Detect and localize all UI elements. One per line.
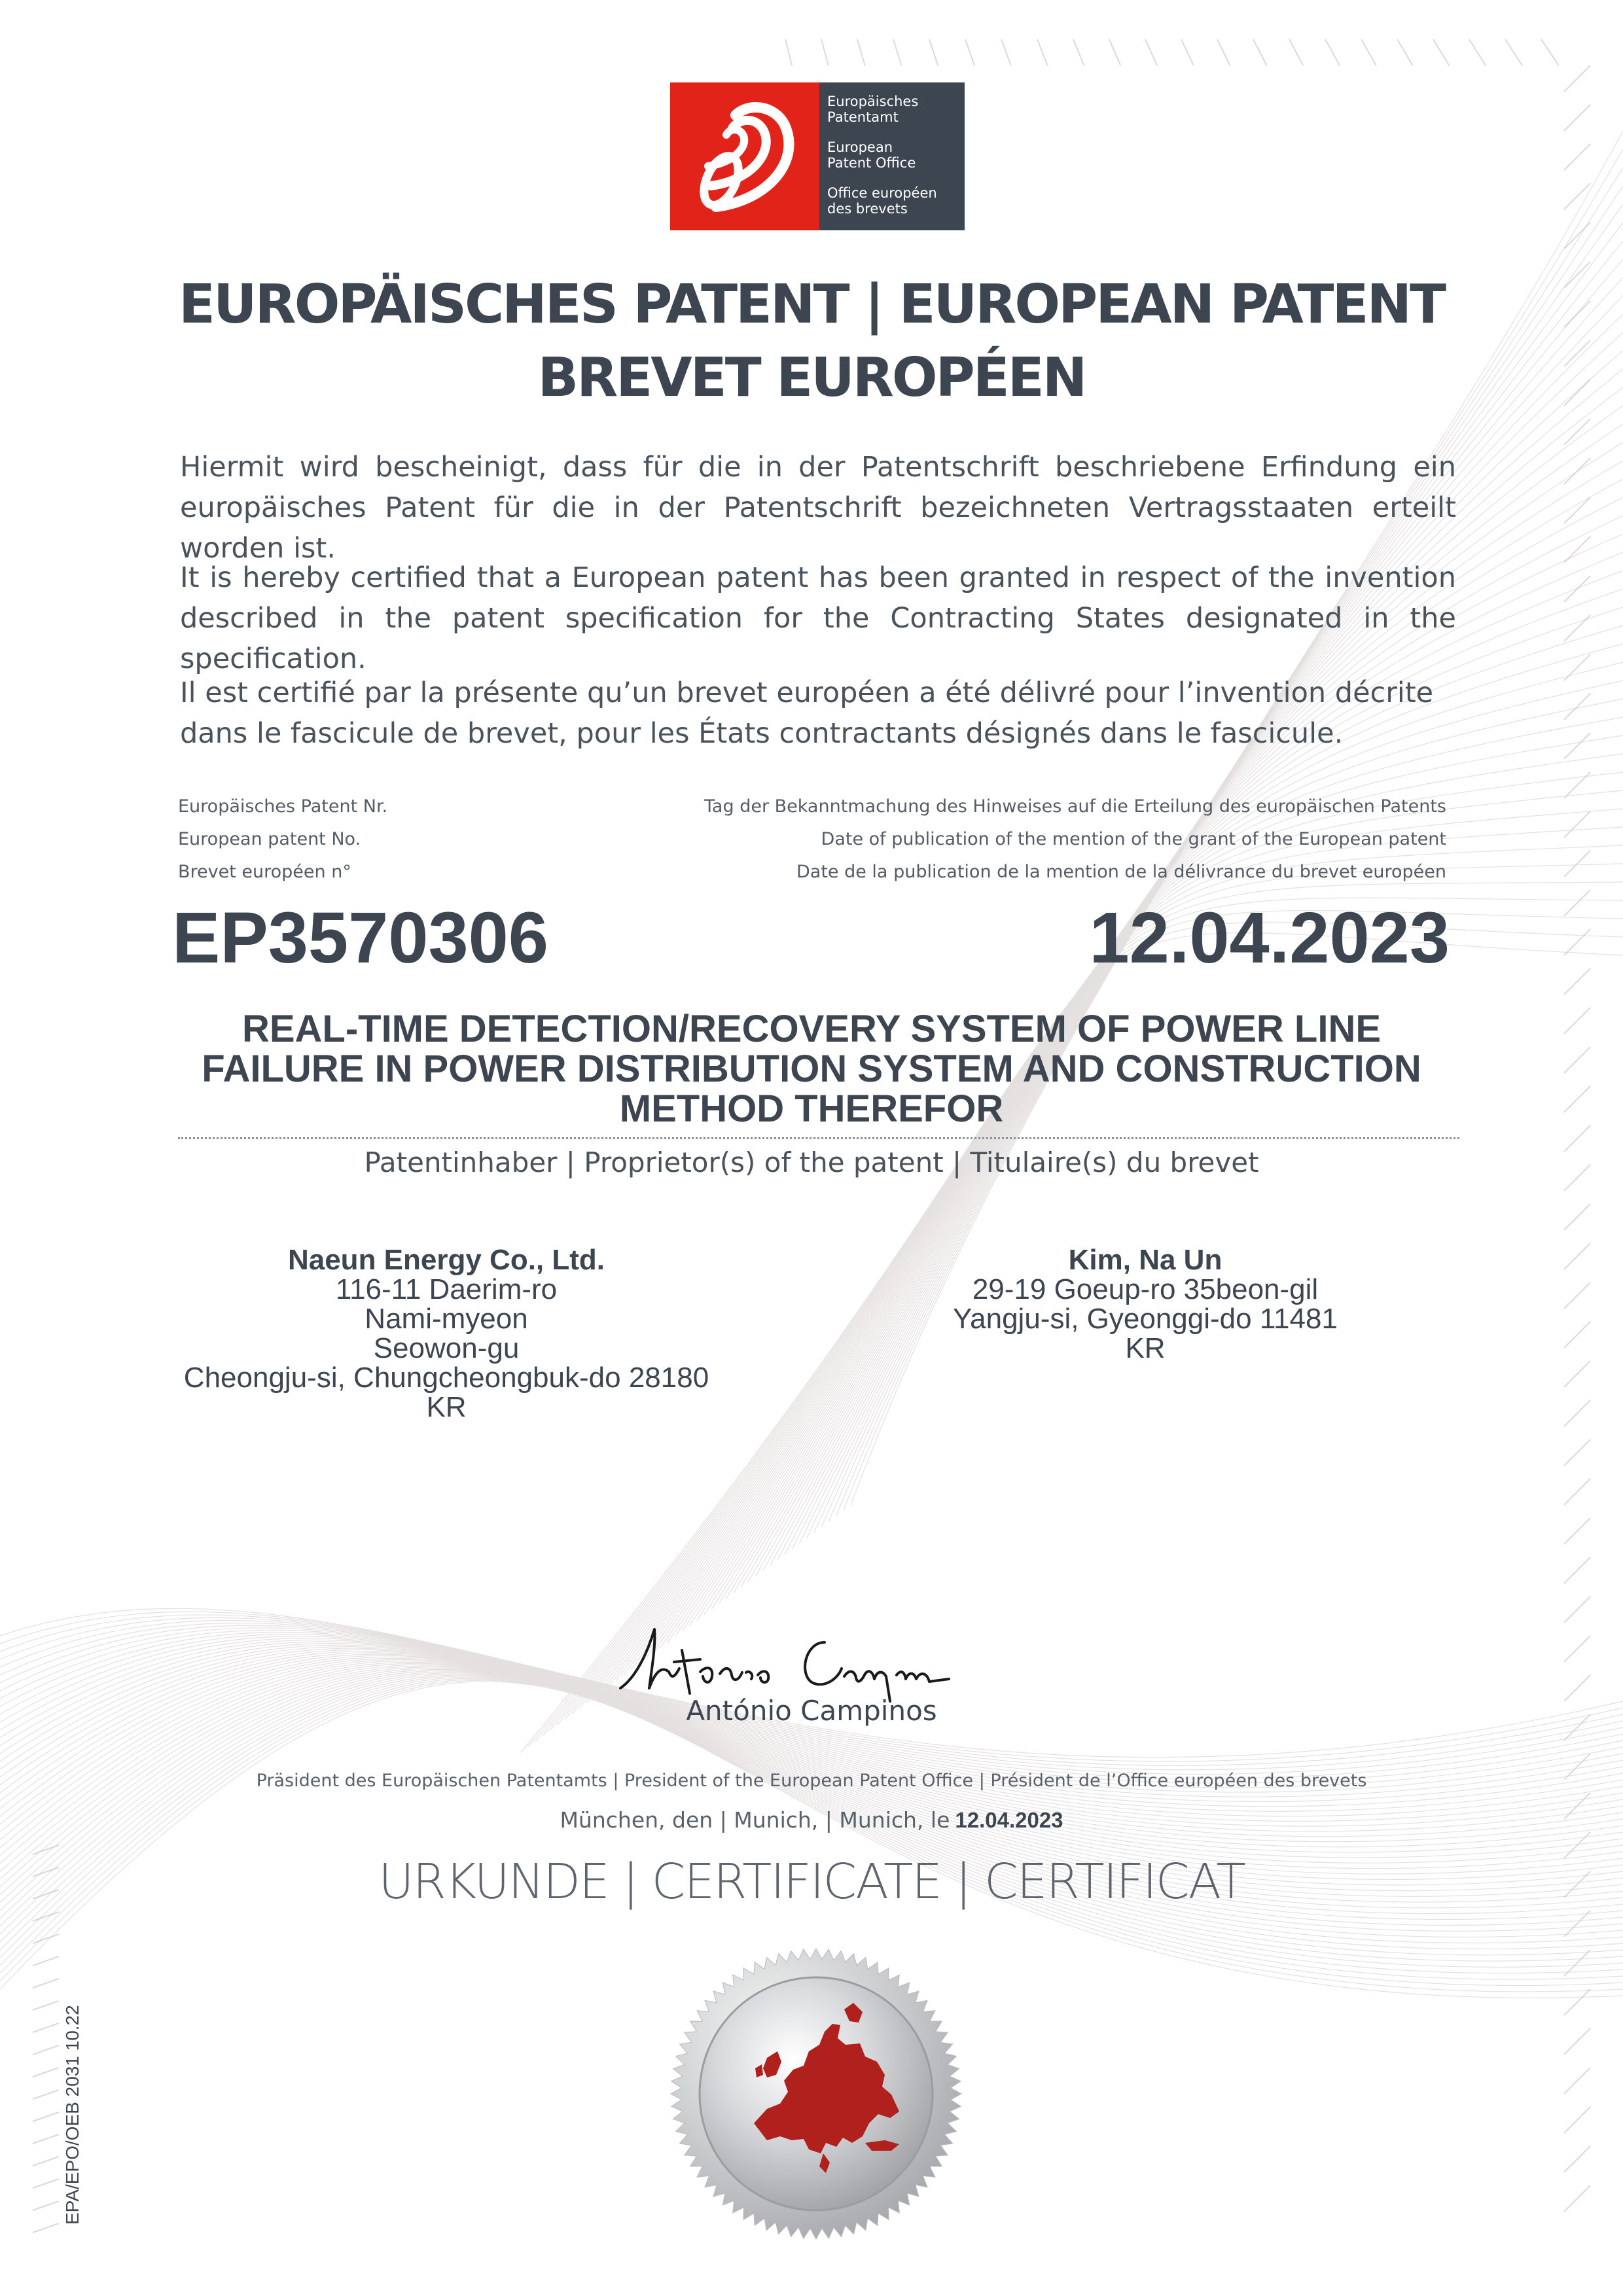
logo-text: Patent Office <box>827 155 916 171</box>
invention-title-line3: METHOD THEREFOR <box>619 1087 1004 1130</box>
proprietors-header: Patentinhaber | Proprietor(s) of the patent | Titulaire(s) du brevet <box>364 1146 1259 1178</box>
epo-logo <box>670 82 965 230</box>
proprietor-1 <box>152 1245 741 1422</box>
europe-seal <box>669 1947 963 2241</box>
signatory-role: Präsident des Europäischen Patentamts | President of the European Patent Office | Président de l’Office européen des brevets <box>256 1771 1367 1791</box>
proprietor-address-line: Yangju-si, Gyeonggi-do 11481 <box>953 1303 1338 1335</box>
proprietor-address-line: KR <box>426 1391 467 1423</box>
certification-de: Hiermit wird bescheinigt, dass für die in der Patentschrift beschriebene Erfindung ein europäisches Patent für die in der Patentschrift bezeichneten Vertragsstaaten erteilt worden ist. <box>180 451 1456 565</box>
form-code: EPA/EPO/OEB 2031 10.22 <box>62 2005 82 2225</box>
patent-number-label-de: Europäisches Patent Nr. <box>178 796 388 817</box>
proprietor-address-line: Seowon-gu <box>373 1332 520 1364</box>
publication-date-label-en: Date of publication of the mention of the grant of the European patent <box>821 829 1446 849</box>
invention-title-line1: REAL-TIME DETECTION/RECOVERY SYSTEM OF POWER LINE <box>241 1008 1382 1050</box>
proprietor-address-line: KR <box>1125 1332 1166 1364</box>
logo-text: Office européen <box>827 185 937 201</box>
place: München, den | Munich, | Munich, le <box>560 1807 950 1833</box>
proprietor-name: Naeun Energy Co., Ltd. <box>287 1244 605 1276</box>
certification-fr: Il est certifié par la présente qu’un brevet européen a été délivré pour l’invention décrite dans le fascicule de brevet, pour les États contractants désignés dans le fascicule. <box>180 677 1434 750</box>
proprietor-address-line: 29-19 Goeup-ro 35beon-gil <box>972 1273 1319 1305</box>
signature-date: 12.04.2023 <box>955 1808 1063 1832</box>
place-and-date <box>0 1807 1623 1833</box>
publication-date-label-de: Tag der Bekanntmachung des Hinweises auf die Erteilung des europäischen Patents <box>704 796 1446 817</box>
epo-logo-mark <box>670 82 819 230</box>
proprietor-address-line: Nami-myeon <box>365 1303 528 1335</box>
patent-number: EP3570306 <box>172 898 548 978</box>
logo-text: Europäisches <box>827 94 919 109</box>
certificate-word: URKUNDE | CERTIFICATE | CERTIFICAT <box>378 1854 1245 1910</box>
patent-number-label-fr: Brevet européen n° <box>178 862 351 882</box>
logo-text: European <box>827 139 893 155</box>
logo-text: des brevets <box>827 201 908 217</box>
headline-line1: EUROPÄISCHES PATENT | EUROPEAN PATENT <box>178 274 1445 336</box>
epo-swirl-icon <box>670 82 819 230</box>
logo-text: Patentamt <box>827 109 899 125</box>
signatory-name: António Campinos <box>686 1695 937 1727</box>
certification-en: It is hereby certified that a European patent has been granted in respect of the invention described in the patent specification for the Contracting States designated in the specification. <box>180 561 1456 675</box>
publication-date: 12.04.2023 <box>1089 898 1450 978</box>
headline-line2: BREVET EUROPÉEN <box>537 347 1086 409</box>
proprietor-address-line: Cheongju-si, Chungcheongbuk-do 28180 <box>183 1362 709 1394</box>
publication-date-label-fr: Date de la publication de la mention de la délivrance du brevet européen <box>796 862 1446 882</box>
patent-number-label-en: European patent No. <box>178 829 361 849</box>
invention-title-line2: FAILURE IN POWER DISTRIBUTION SYSTEM AND CONSTRUCTION <box>202 1048 1421 1090</box>
divider <box>178 1137 1459 1139</box>
proprietor-address-line: 116-11 Daerim-ro <box>335 1273 558 1305</box>
proprietor-2 <box>851 1245 1440 1363</box>
proprietor-name: Kim, Na Un <box>1068 1244 1222 1276</box>
